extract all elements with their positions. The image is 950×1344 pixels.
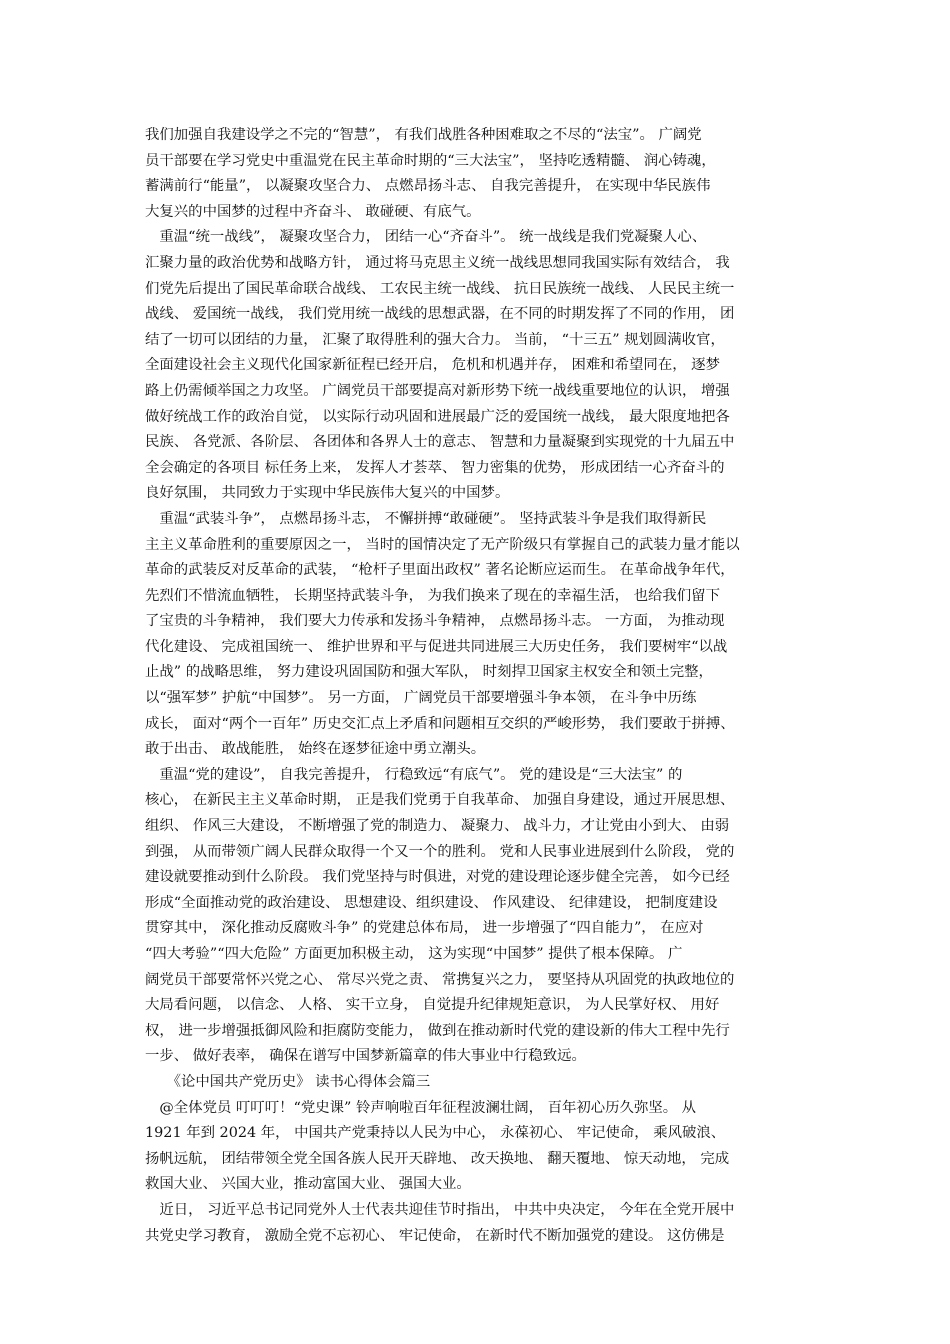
text-line: 员干部要在学习党史中重温党在民主革命时期的“三大法宝”， 坚持吃透精髓、 润心铸魂，	[145, 152, 716, 169]
text-line: 良好氛围， 共同致力于实现中华民族伟大复兴的中国梦。	[145, 485, 510, 502]
text-line: 1921 年到 2024 年， 中国共产党秉持以人民为中心， 永葆初心、 牢记使命， 乘风破浪、	[145, 1125, 726, 1142]
text-line: 重温“统一战线”， 凝聚攻坚合力， 团结一心“齐奋斗”。 统一战线是我们党凝聚人心、	[145, 229, 707, 246]
text-line: 大局看问题， 以信念、 人格、 实干立身， 自觉提升纪律规矩意识， 为人民掌好权、 用好	[145, 997, 720, 1014]
text-line: 先烈们不惜流血牺牲， 长期坚持武装斗争， 为我们换来了现在的幸福生活， 也给我们留下	[145, 587, 720, 604]
text-line: 成长， 面对“两个一百年” 历史交汇点上矛盾和问题相互交织的严峻形势， 我们要敢于拼搏、	[145, 715, 735, 732]
text-line: 《论中国共产党历史》 读书心得体会篇三	[145, 1073, 431, 1090]
text-line: 重温“武装斗争”， 点燃昂扬斗志， 不懈拼搏“敢碰硬”。 坚持武装斗争是我们取得新民	[145, 510, 707, 527]
text-line: 一步、 做好表率， 确保在谱写中国梦新篇章的伟大事业中行稳致远。	[145, 1048, 586, 1065]
text-line: 救国大业、 兴国大业，推动富国大业、 强国大业。	[145, 1176, 471, 1193]
text-line: 形成“全面推动党的政治建设、 思想建设、组织建设、 作风建设、 纪律建设， 把制度建设	[145, 894, 718, 911]
text-line: 到强， 从而带领广阔人民群众取得一个又一个的胜利。 党和人民事业进展到什么阶段， 党的	[145, 843, 735, 860]
text-line: 路上仍需倾举国之力攻坚。 广阔党员干部要提高对新形势下统一战线重要地位的认识， 增强	[145, 382, 730, 399]
text-line: 结了一切可以团结的力量， 汇聚了取得胜利的强大合力。 当前， “十三五” 规划圆满收官，	[145, 331, 725, 348]
text-line: 蓄满前行“能量”， 以凝聚攻坚合力、 点燃昂扬斗志、 自我完善提升， 在实现中华民族伟	[145, 178, 711, 195]
text-line: 止战” 的战略思维， 努力建设巩固国防和强大军队， 时刻捍卫国家主权安全和领土完整，	[145, 664, 713, 681]
text-line: 以“强军梦” 护航“中国梦”。 另一方面， 广阔党员干部要增强斗争本领， 在斗争中历练	[145, 690, 697, 707]
text-line: @全体党员 叮叮叮！“党史课” 铃声响啦百年征程波澜壮阔， 百年初心历久弥坚。 从	[145, 1099, 697, 1116]
text-line: 共党史学习教育， 激励全党不忘初心、 牢记使命， 在新时代不断加强党的建设。 这仿佛是	[145, 1227, 725, 1244]
text-line: 我们加强自我建设学之不完的“智慧”， 有我们战胜各种困难取之不尽的“法宝”。 广阔党	[145, 127, 702, 143]
text-line: 核心， 在新民主主义革命时期， 正是我们党勇于自我革命、 加强自身建设，通过开展思想、	[145, 792, 735, 809]
text-line: 全面建设社会主义现代化国家新征程已经开启， 危机和机遇并存， 困难和希望同在， 逐梦	[145, 357, 720, 374]
text-line: 贯穿其中， 深化推动反腐败斗争” 的党建总体布局， 进一步增强了“四自能力”， 在应对	[145, 920, 704, 937]
text-line: 阔党员干部要常怀兴党之心、 常尽兴党之责、 常携复兴之力， 要坚持从巩固党的执政地位的	[145, 971, 735, 988]
text-line: 代化建设、 完成祖国统一、 维护世界和平与促进共同进展三大历史任务， 我们要树牢“以战	[145, 638, 728, 655]
text-line: 做好统战工作的政治自觉， 以实际行动巩固和进展最广泛的爱国统一战线， 最大限度地把各	[145, 408, 730, 425]
text-line: 权， 进一步增强抵御风险和拒腐防变能力， 做到在推动新时代党的建设新的伟大工程中先行	[145, 1022, 730, 1039]
text-line: “四大考验”“四大危险” 方面更加积极主动， 这为实现“中国梦” 提供了根本保障。 广	[145, 946, 683, 962]
text-line: 组织、 作风三大建设， 不断增强了党的制造力、 凝聚力、 战斗力，才让党由小到大、 由弱	[145, 818, 730, 835]
text-line: 们党先后提出了国民革命联合战线、 工农民主统一战线、 抗日民族统一战线、 人民民主统一	[145, 280, 735, 297]
text-line: 全会确定的各项目 标任务上来， 发挥人才荟萃、 智力密集的优势， 形成团结一心齐奋斗的	[145, 459, 725, 476]
text-line: 战线、 爱国统一战线， 我们党用统一战线的思想武器，在不同的时期发挥了不同的作用， 团	[145, 306, 735, 323]
text-line: 近日， 习近平总书记同党外人士代表共迎佳节时指出， 中共中央决定， 今年在全党开展中	[145, 1201, 735, 1218]
text-line: 建设就要推动到什么阶段。 我们党坚持与时俱进，对党的建设理论逐步健全完善， 如今已经	[145, 869, 730, 886]
text-line: 民族、 各党派、各阶层、 各团体和各界人士的意志、 智慧和力量凝聚到实现党的十九届五中	[145, 434, 735, 451]
text-line: 主主义革命胜利的重要原因之一， 当时的国情决定了无产阶级只有掌握自己的武装力量才能以	[145, 536, 740, 553]
body-text	[145, 123, 817, 1249]
text-line: 扬帆远航， 团结带领全党全国各族人民开天辟地、 改天换地、 翻天覆地、 惊天动地， 完成	[145, 1150, 730, 1167]
text-line: 汇聚力量的政治优势和战略方针， 通过将马克思主义统一战线思想同我国实际有效结合， 我	[145, 254, 730, 271]
text-line: 了宝贵的斗争精神， 我们要大力传承和发扬斗争精神， 点燃昂扬斗志。 一方面， 为推动现	[145, 613, 725, 630]
text-line: 敢于出击、 敢战能胜， 始终在逐梦征途中勇立潮头。	[145, 741, 486, 758]
text-line: 大复兴的中国梦的过程中齐奋斗、 敢碰硬、有底气。	[145, 203, 481, 220]
text-line: 重温“党的建设”， 自我完善提升， 行稳致远“有底气”。 党的建设是“三大法宝” 的	[145, 766, 683, 783]
text-line: 革命的武装反对反革命的武装， “枪杆子里面出政权” 著名论断应运而生。 在革命战争年代，	[145, 562, 735, 579]
